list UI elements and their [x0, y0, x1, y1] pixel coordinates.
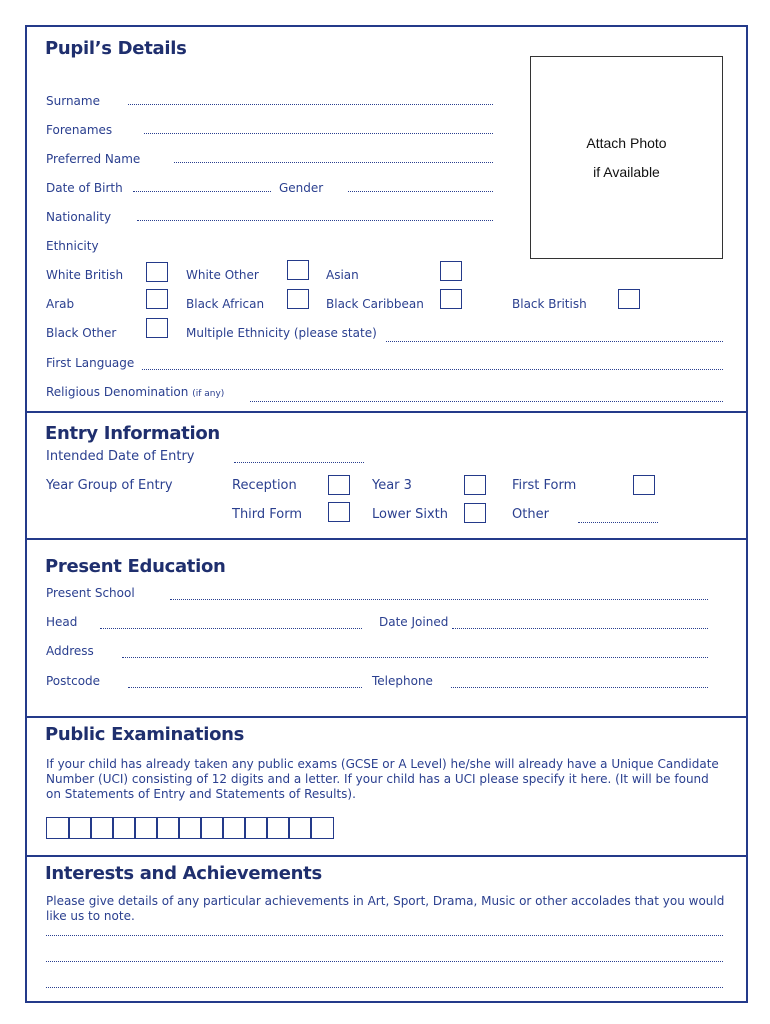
uci-cell[interactable]: [222, 817, 246, 839]
lower-sixth-checkbox[interactable]: [464, 503, 486, 523]
black-caribbean-checkbox[interactable]: [440, 289, 462, 309]
head-label: Head: [46, 615, 78, 629]
uci-cell[interactable]: [288, 817, 312, 839]
arab-checkbox[interactable]: [146, 289, 168, 309]
white-other-label: White Other: [186, 268, 259, 282]
year3-checkbox[interactable]: [464, 475, 486, 495]
black-other-label: Black Other: [46, 326, 117, 340]
photo-box[interactable]: [530, 56, 723, 259]
postcode-label: Postcode: [46, 674, 101, 688]
address-label: Address: [46, 644, 94, 658]
uci-cell[interactable]: [200, 817, 224, 839]
uci-cell[interactable]: [134, 817, 158, 839]
white-other-checkbox[interactable]: [287, 260, 309, 280]
black-caribbean-label: Black Caribbean: [326, 297, 424, 311]
religion-field[interactable]: [250, 401, 723, 402]
gender-field[interactable]: [348, 191, 493, 192]
uci-cell[interactable]: [156, 817, 180, 839]
uci-cell[interactable]: [310, 817, 334, 839]
uci-cell[interactable]: [244, 817, 268, 839]
date-joined-label: Date Joined: [379, 615, 449, 629]
head-field[interactable]: [100, 628, 362, 629]
religion-note: (if any): [192, 389, 225, 399]
other-label: Other: [512, 507, 549, 522]
intended-date-field[interactable]: [234, 462, 364, 463]
gender-label: Gender: [279, 181, 324, 195]
uci-cell[interactable]: [46, 817, 70, 839]
postcode-field[interactable]: [128, 687, 362, 688]
telephone-field[interactable]: [451, 687, 708, 688]
public-examinations-text: If your child has already taken any public exams (GCSE or A Level) he/she will already have a Unique Candidate Number (UCI) consisting of 12 digits and a letter. If your child has a UCI please specify it here. (It will be found on Statements of Entry and Statements of Results).: [46, 757, 719, 801]
dob-field[interactable]: [133, 191, 271, 192]
intended-date-label: Intended Date of Entry: [46, 449, 195, 464]
public-examinations-heading: Public Examinations: [45, 724, 245, 745]
interests-line-1[interactable]: [46, 935, 723, 936]
interests-text: Please give details of any particular achievements in Art, Sport, Drama, Music or other accolades that you would like us to note.: [46, 894, 725, 923]
reception-checkbox[interactable]: [328, 475, 350, 495]
nationality-label: Nationality: [46, 210, 112, 224]
pupil-details-heading: Pupil’s Details: [45, 38, 187, 59]
third-form-checkbox[interactable]: [328, 502, 350, 522]
date-joined-field[interactable]: [452, 628, 708, 629]
uci-cell[interactable]: [266, 817, 290, 839]
forenames-field[interactable]: [144, 133, 493, 134]
multiple-ethnicity-field[interactable]: [386, 341, 723, 342]
interests-line-2[interactable]: [46, 961, 723, 962]
telephone-label: Telephone: [372, 674, 433, 688]
photo-text-line2: if Available: [593, 164, 660, 180]
third-form-label: Third Form: [232, 507, 303, 522]
year-group-label: Year Group of Entry: [46, 478, 173, 493]
year3-label: Year 3: [372, 478, 412, 493]
present-school-label: Present School: [46, 586, 135, 600]
present-education-heading: Present Education: [45, 556, 226, 577]
religion-label-text: Religious Denomination: [46, 385, 189, 399]
preferred-name-label: Preferred Name: [46, 152, 141, 166]
photo-text-line1: Attach Photo: [586, 135, 667, 151]
black-british-label: Black British: [512, 297, 587, 311]
present-school-field[interactable]: [170, 599, 708, 600]
preferred-name-field[interactable]: [174, 162, 493, 163]
other-field[interactable]: [578, 522, 658, 523]
arab-label: Arab: [46, 297, 75, 311]
black-african-label: Black African: [186, 297, 265, 311]
nationality-field[interactable]: [137, 220, 493, 221]
surname-label: Surname: [46, 94, 100, 108]
religion-label: [46, 385, 224, 399]
reception-label: Reception: [232, 478, 297, 493]
black-other-checkbox[interactable]: [146, 318, 168, 338]
entry-information-heading: Entry Information: [45, 423, 220, 444]
black-british-checkbox[interactable]: [618, 289, 640, 309]
interests-heading: Interests and Achievements: [45, 863, 322, 884]
asian-checkbox[interactable]: [440, 261, 462, 281]
black-african-checkbox[interactable]: [287, 289, 309, 309]
address-field[interactable]: [122, 657, 708, 658]
first-form-label: First Form: [512, 478, 577, 493]
uci-cell[interactable]: [68, 817, 92, 839]
forenames-label: Forenames: [46, 123, 113, 137]
multiple-ethnicity-label: Multiple Ethnicity (please state): [186, 326, 377, 340]
first-language-field[interactable]: [142, 369, 723, 370]
first-language-label: First Language: [46, 356, 135, 370]
first-form-checkbox[interactable]: [633, 475, 655, 495]
white-british-checkbox[interactable]: [146, 262, 168, 282]
dob-label: Date of Birth: [46, 181, 123, 195]
lower-sixth-label: Lower Sixth: [372, 507, 448, 522]
uci-cell[interactable]: [112, 817, 136, 839]
uci-boxes: [46, 817, 332, 839]
interests-line-3[interactable]: [46, 987, 723, 988]
uci-cell[interactable]: [178, 817, 202, 839]
white-british-label: White British: [46, 268, 124, 282]
ethnicity-label: Ethnicity: [46, 239, 99, 253]
surname-field[interactable]: [128, 104, 493, 105]
asian-label: Asian: [326, 268, 359, 282]
uci-cell[interactable]: [90, 817, 114, 839]
